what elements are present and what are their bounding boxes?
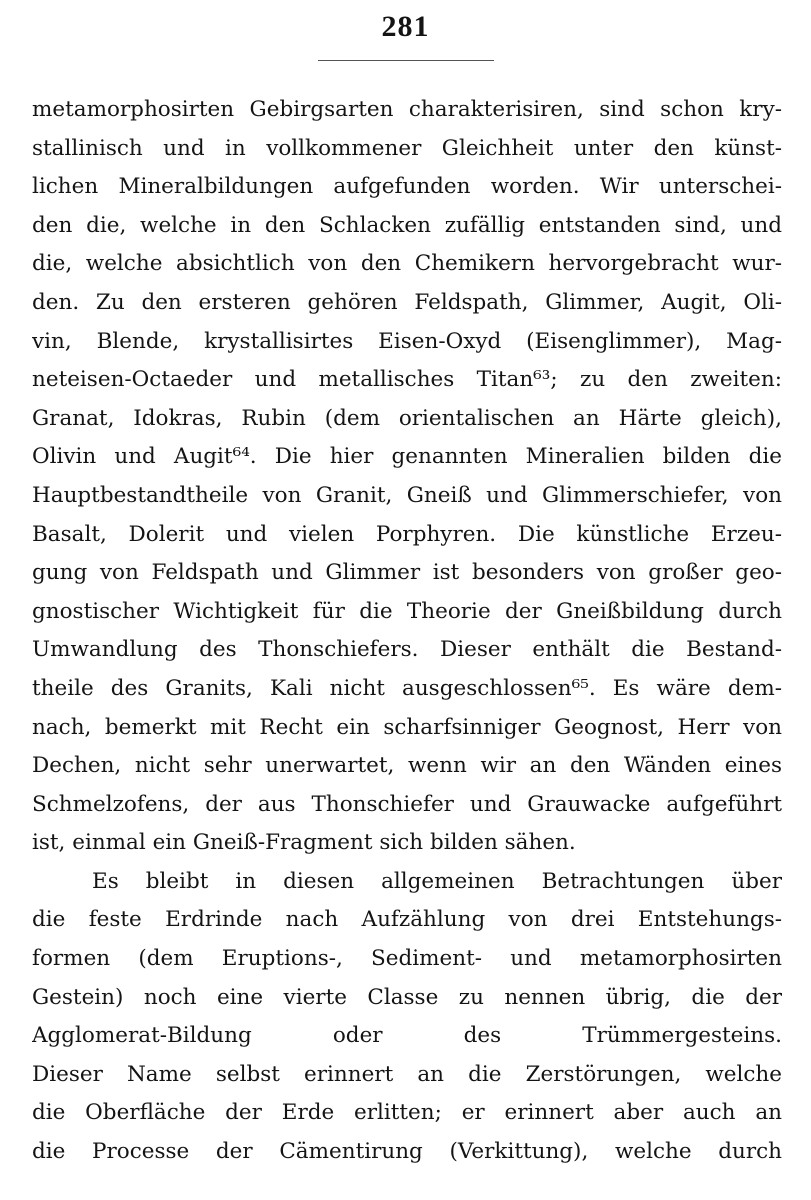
text-line: neteisen-Octaeder und metallisches Titan⁶³; zu den zweiten:	[32, 367, 782, 393]
text-line-spaced: Agglomerat-Bildung oder des Trümmergesteins.	[32, 1023, 782, 1049]
text-line: den. Zu den ersteren gehören Feldspath, Glimmer, Augit, Oli-	[32, 289, 782, 315]
text-line: Gestein) noch eine vierte Classe zu nennen übrig, die der	[32, 984, 782, 1010]
text-line: die feste Erdrinde nach Aufzählung von drei Entstehungs-	[32, 907, 782, 933]
text-line: die, welche absichtlich von den Chemikern hervorgebracht wur-	[32, 251, 782, 277]
text-line: Dechen, nicht sehr unerwartet, wenn wir an den Wänden eines	[32, 753, 782, 779]
body-text	[32, 91, 782, 1172]
text-line: nach, bemerkt mit Recht ein scharfsinniger Geognost, Herr von	[32, 714, 782, 740]
text-line: gung von Feldspath und Glimmer ist besonders von großer geo-	[32, 560, 782, 586]
header-rule	[318, 60, 494, 61]
text-line: theile des Granits, Kali nicht ausgeschlossen⁶⁵. Es wäre dem-	[32, 675, 782, 701]
text-line: gnostischer Wichtigkeit für die Theorie der Gneißbildung durch	[32, 598, 782, 624]
text-line: Hauptbestandtheile von Granit, Gneiß und Glimmerschiefer, von	[32, 482, 782, 508]
text-line: die Oberfläche der Erde erlitten; er erinnert aber auch an	[32, 1100, 782, 1126]
text-line: vin, Blende, krystallisirtes Eisen-Oxyd (Eisenglimmer), Mag-	[32, 328, 782, 354]
text-line: den die, welche in den Schlacken zufällig entstanden sind, und	[32, 212, 782, 238]
page-number: 281	[381, 10, 430, 43]
text-line: Umwandlung des Thonschiefers. Dieser enthält die Bestand-	[32, 637, 782, 663]
text-line: die Processe der Cämentirung (Verkittung), welche durch	[32, 1139, 782, 1165]
text-line: Schmelzofens, der aus Thonschiefer und Grauwacke aufgeführt	[32, 791, 782, 817]
paragraph-start-line: Es bleibt in diesen allgemeinen Betrachtungen über	[92, 868, 782, 894]
text-line: Dieser Name selbst erinnert an die Zerstörungen, welche	[32, 1061, 782, 1087]
text-line: Granat, Idokras, Rubin (dem orientalischen an Härte gleich),	[32, 405, 782, 431]
text-line: formen (dem Eruptions-, Sediment- und metamorphosirten	[32, 946, 782, 972]
text-line: stallinisch und in vollkommener Gleichheit unter den künst-	[32, 135, 782, 161]
paragraph-end-line: ist, einmal ein Gneiß-Fragment sich bilden sähen.	[32, 830, 576, 856]
text-line: lichen Mineralbildungen aufgefunden worden. Wir unterschei-	[32, 174, 782, 200]
text-line: Olivin und Augit⁶⁴. Die hier genannten Mineralien bilden die	[32, 444, 782, 470]
text-line: metamorphosirten Gebirgsarten charakterisiren, sind schon kry-	[32, 97, 782, 122]
text-line: Basalt, Dolerit und vielen Porphyren. Die künstliche Erzeu-	[32, 521, 782, 547]
